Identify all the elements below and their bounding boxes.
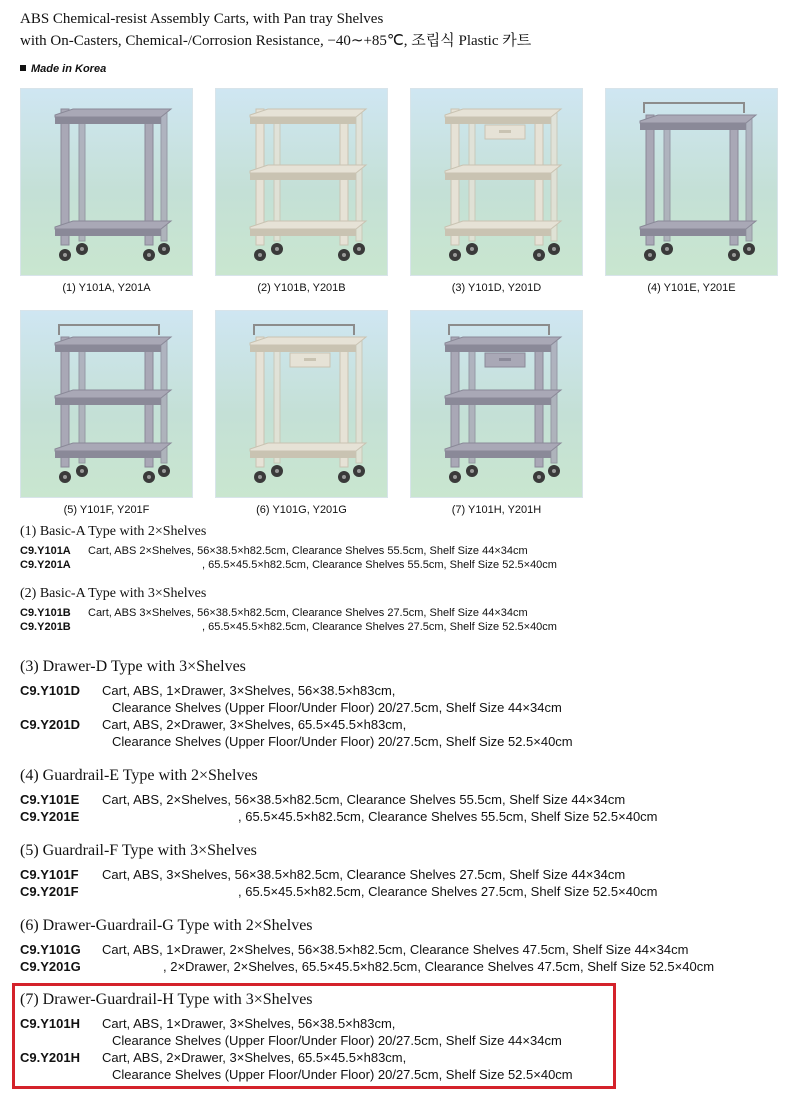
model-code: C9.Y201F (20, 884, 79, 899)
spec-row (20, 883, 658, 900)
cart-illustration (606, 89, 777, 275)
section-heading: (5) Guardrail-F Type with 3×Shelves (20, 842, 257, 859)
model-code: C9.Y201D (20, 717, 80, 732)
product-photo-1 (20, 88, 193, 276)
product-caption-7: (7) Y101H, Y201H (451, 504, 542, 516)
page-subtitle: with On-Casters, Chemical-/Corrosion Resistance, −40∼+85℃, 조립식 Plastic 카트 (20, 33, 532, 49)
product-card-2[interactable] (215, 88, 388, 294)
spec-section-6 (20, 917, 715, 975)
product-photo-3 (410, 88, 583, 276)
product-caption-5: (5) Y101F, Y201F (63, 504, 150, 516)
spec-text: Cart, ABS, 2×Drawer, 3×Shelves, 65.5×45.5×h83cm, (102, 717, 407, 732)
spec-text: Clearance Shelves (Upper Floor/Under Floor) 20/27.5cm, Shelf Size 52.5×40cm (112, 1067, 573, 1082)
spec-text: Cart, ABS, 1×Drawer, 3×Shelves, 56×38.5×h83cm, (102, 1016, 396, 1031)
spec-row (20, 733, 573, 750)
spec-text: Cart, ABS 2×Shelves, 56×38.5×h82.5cm, Clearance Shelves 55.5cm, Shelf Size 44×34cm (88, 545, 528, 557)
spec-row (20, 941, 689, 958)
product-card-5[interactable] (20, 310, 193, 516)
spec-text: Clearance Shelves (Upper Floor/Under Floor) 20/27.5cm, Shelf Size 44×34cm (112, 700, 562, 715)
model-code: C9.Y101E (20, 792, 80, 807)
spec-text: Cart, ABS, 1×Drawer, 2×Shelves, 56×38.5×h82.5cm, Clearance Shelves 47.5cm, Shelf Size 44×34cm (102, 942, 689, 957)
model-code: C9.Y201G (20, 959, 81, 974)
made-in-label: Made in Korea (20, 63, 106, 75)
spec-row (20, 1015, 396, 1032)
spec-section-5 (20, 842, 658, 900)
model-code: C9.Y201B (20, 621, 71, 633)
section-heading: (1) Basic-A Type with 2×Shelves (20, 524, 207, 539)
spec-row (20, 682, 396, 699)
spec-text: Cart, ABS, 2×Drawer, 3×Shelves, 65.5×45.5×h83cm, (102, 1050, 407, 1065)
cart-illustration (411, 89, 582, 275)
model-code: C9.Y101G (20, 942, 81, 957)
spec-row (20, 808, 658, 825)
spec-row (20, 620, 557, 634)
cart-illustration (411, 311, 582, 497)
product-photo-6 (215, 310, 388, 498)
product-photo-5 (20, 310, 193, 498)
spec-section-2 (20, 586, 557, 634)
spec-row (20, 958, 715, 975)
product-caption-3: (3) Y101D, Y201D (451, 282, 542, 294)
spec-text: , 2×Drawer, 2×Shelves, 65.5×45.5×h82.5cm, Clearance Shelves 47.5cm, Shelf Size 52.5×40cm (163, 959, 715, 974)
model-code: C9.Y101H (20, 1016, 80, 1031)
spec-row (20, 1049, 407, 1066)
spec-text: , 65.5×45.5×h82.5cm, Clearance Shelves 27.5cm, Shelf Size 52.5×40cm (238, 884, 658, 899)
product-card-3[interactable] (410, 88, 583, 294)
model-code: C9.Y101F (20, 867, 79, 882)
model-code: C9.Y201E (20, 809, 80, 824)
spec-row (20, 1032, 562, 1049)
spec-row (20, 558, 557, 572)
section-heading: (2) Basic-A Type with 3×Shelves (20, 586, 207, 601)
product-caption-1: (1) Y101A, Y201A (62, 282, 151, 294)
spec-text: Clearance Shelves (Upper Floor/Under Floor) 20/27.5cm, Shelf Size 44×34cm (112, 1033, 562, 1048)
section-heading: (3) Drawer-D Type with 3×Shelves (20, 658, 246, 675)
page-title: ABS Chemical-resist Assembly Carts, with Pan tray Shelves (20, 11, 384, 27)
product-card-7[interactable] (410, 310, 583, 516)
model-code: C9.Y101A (20, 545, 71, 557)
spec-row (20, 866, 626, 883)
spec-row (20, 699, 562, 716)
model-code: C9.Y101D (20, 683, 80, 698)
product-card-4[interactable] (605, 88, 778, 294)
product-photo-4 (605, 88, 778, 276)
cart-illustration (216, 89, 387, 275)
model-code: C9.Y101B (20, 607, 71, 619)
spec-text: Cart, ABS, 2×Shelves, 56×38.5×h82.5cm, Clearance Shelves 55.5cm, Shelf Size 44×34cm (102, 792, 626, 807)
cart-illustration (21, 89, 192, 275)
square-bullet-icon (20, 65, 26, 71)
product-card-6[interactable] (215, 310, 388, 516)
section-heading: (6) Drawer-Guardrail-G Type with 2×Shelves (20, 917, 313, 934)
spec-row (20, 1066, 573, 1083)
spec-text: Cart, ABS, 1×Drawer, 3×Shelves, 56×38.5×h83cm, (102, 683, 396, 698)
spec-text: , 65.5×45.5×h82.5cm, Clearance Shelves 55.5cm, Shelf Size 52.5×40cm (238, 809, 658, 824)
spec-text: , 65.5×45.5×h82.5cm, Clearance Shelves 55.5cm, Shelf Size 52.5×40cm (202, 559, 557, 571)
section-heading: (4) Guardrail-E Type with 2×Shelves (20, 767, 258, 784)
model-code: C9.Y201H (20, 1050, 80, 1065)
product-caption-2: (2) Y101B, Y201B (257, 282, 346, 294)
cart-illustration (216, 311, 387, 497)
spec-section-3 (20, 658, 573, 750)
spec-section-4 (20, 767, 658, 825)
spec-row (20, 716, 407, 733)
section-heading: (7) Drawer-Guardrail-H Type with 3×Shelves (20, 991, 313, 1008)
spec-text: Clearance Shelves (Upper Floor/Under Floor) 20/27.5cm, Shelf Size 52.5×40cm (112, 734, 573, 749)
spec-row (20, 544, 528, 558)
spec-text: , 65.5×45.5×h82.5cm, Clearance Shelves 27.5cm, Shelf Size 52.5×40cm (202, 621, 557, 633)
product-photo-2 (215, 88, 388, 276)
spec-section-7 (20, 991, 573, 1083)
product-caption-6: (6) Y101G, Y201G (256, 504, 347, 516)
product-card-1[interactable] (20, 88, 193, 294)
spec-text: Cart, ABS, 3×Shelves, 56×38.5×h82.5cm, Clearance Shelves 27.5cm, Shelf Size 44×34cm (102, 867, 626, 882)
page-header (20, 8, 531, 52)
product-caption-4: (4) Y101E, Y201E (647, 282, 736, 294)
spec-section-1 (20, 524, 557, 572)
spec-row (20, 606, 528, 620)
spec-row (20, 791, 626, 808)
model-code: C9.Y201A (20, 559, 71, 571)
spec-text: Cart, ABS 3×Shelves, 56×38.5×h82.5cm, Clearance Shelves 27.5cm, Shelf Size 44×34cm (88, 607, 528, 619)
cart-illustration (21, 311, 192, 497)
product-photo-7 (410, 310, 583, 498)
